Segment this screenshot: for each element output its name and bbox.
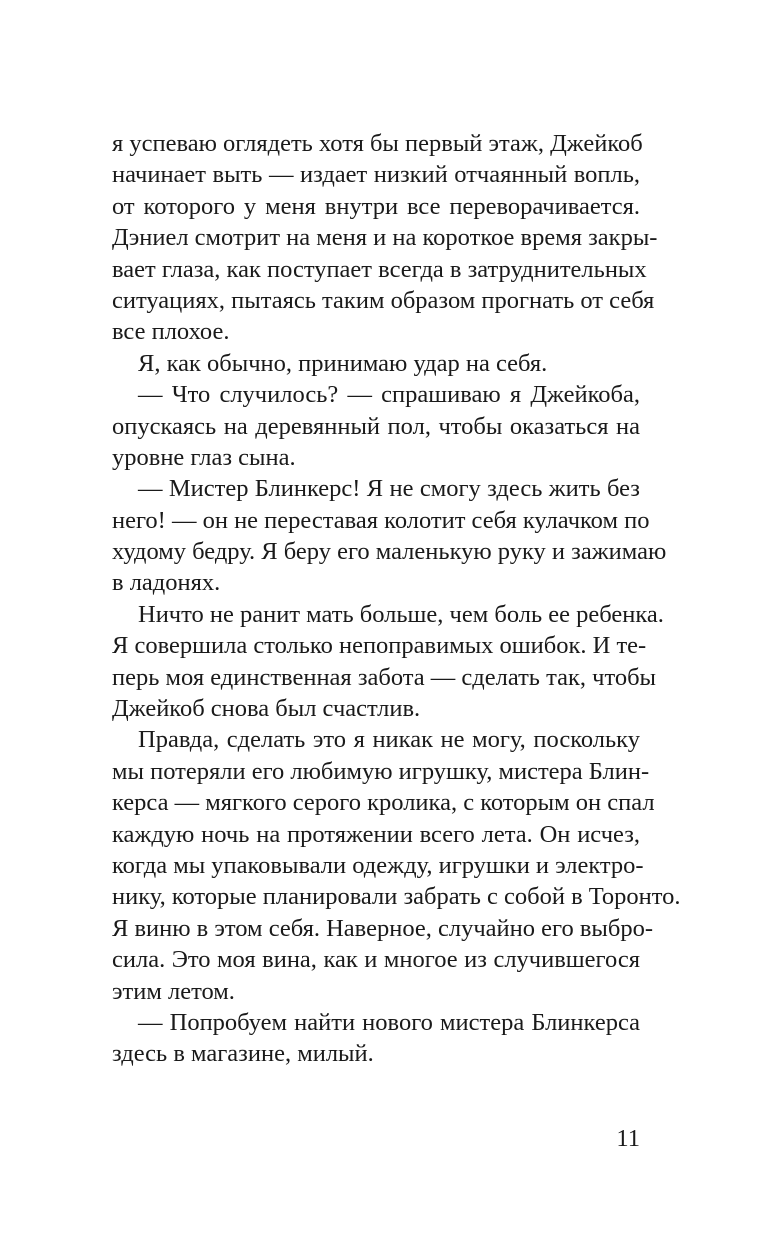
text-line: опускаясь на деревянный пол, чтобы оказаться на <box>112 412 640 440</box>
text-line: начинает выть — издает низкий отчаянный вопль, <box>112 161 640 189</box>
text-line: мы потеряли его любимую игрушку, мистера Блин- <box>112 757 650 785</box>
text-line: Правда, сделать это я никак не могу, поскольку <box>138 726 640 754</box>
text-line: него! — он не переставая колотит себя кулачком по <box>112 506 650 534</box>
text-line: нику, которые планировали забрать с собой в Торонто. <box>112 883 681 911</box>
text-line: перь моя единственная забота — сделать так, чтобы <box>112 663 657 691</box>
text-line: каждую ночь на протяжении всего лета. Он исчез, <box>112 820 640 848</box>
page-number: 11 <box>616 1125 640 1152</box>
text-line: все плохое. <box>112 318 230 346</box>
text-line: худому бедру. Я беру его маленькую руку и зажимаю <box>112 538 667 566</box>
text-line: Я виню в этом себя. Наверное, случайно его выбро- <box>112 914 653 942</box>
text-line: ситуациях, пытаясь таким образом прогнать от себя <box>112 286 655 314</box>
text-line: я успеваю оглядеть хотя бы первый этаж, Джейкоб <box>112 130 643 157</box>
text-line: когда мы упаковывали одежду, игрушки и электро- <box>112 851 644 879</box>
text-line: — Что случилось? — спрашиваю я Джейкоба, <box>138 381 640 409</box>
text-line: Я, как обычно, принимаю удар на себя. <box>138 349 548 377</box>
body-text <box>112 128 681 1070</box>
text-line: этим летом. <box>112 977 235 1005</box>
text-line: в ладонях. <box>112 569 221 597</box>
text-line: здесь в магазине, милый. <box>112 1040 374 1068</box>
text-line: сила. Это моя вина, как и многое из случившегося <box>112 946 640 974</box>
text-line: — Мистер Блинкерс! Я не смогу здесь жить без <box>138 475 640 503</box>
text-line: Я совершила столько непоправимых ошибок. И те- <box>112 632 647 660</box>
text-line: — Попробуем найти нового мистера Блинкерса <box>138 1008 640 1036</box>
text-line: керса — мягкого серого кролика, с которым он спал <box>112 789 655 817</box>
text-line: вает глаза, как поступает всегда в затруднительных <box>112 255 647 283</box>
text-line: от которого у меня внутри все переворачивается. <box>112 192 640 220</box>
text-line: уровне глаз сына. <box>112 443 296 471</box>
text-line: Джейкоб снова был счастлив. <box>112 695 421 723</box>
text-line: Ничто не ранит мать больше, чем боль ее ребенка. <box>138 600 664 628</box>
text-line: Дэниел смотрит на меня и на короткое время закры- <box>112 224 658 252</box>
